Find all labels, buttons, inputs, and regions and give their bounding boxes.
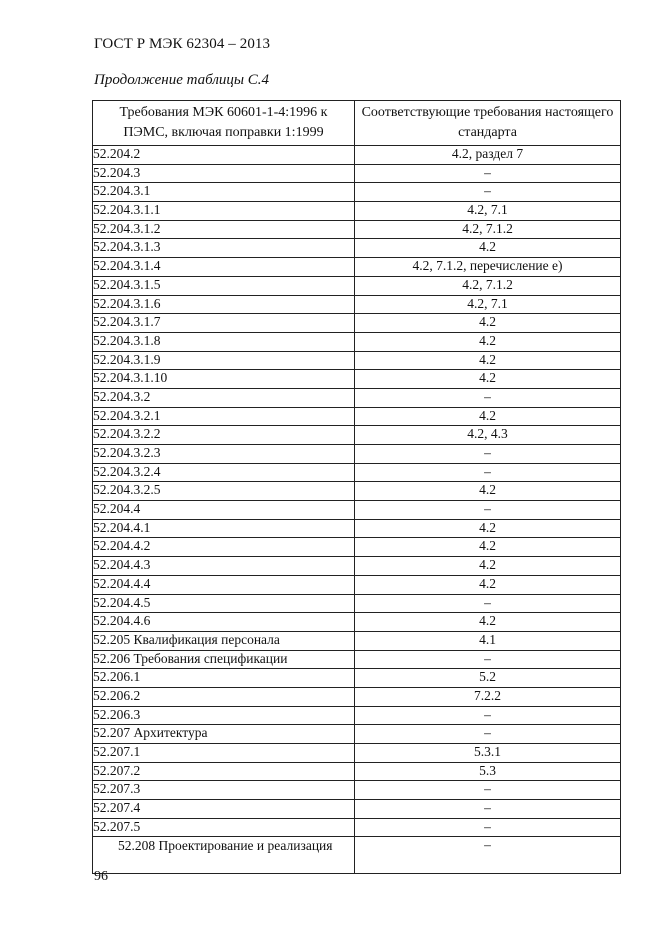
requirement-clause-cell: 52.204.4.2	[93, 538, 355, 557]
table-row	[93, 314, 621, 333]
requirement-clause-cell: 52.206 Требования спецификации	[93, 650, 355, 669]
corresponding-clause-cell: 4.2	[355, 370, 621, 389]
corresponding-clause-cell: –	[355, 164, 621, 183]
column-header-corresponding-requirements: Соответствующие требования настоящего стандарта	[355, 101, 621, 146]
corresponding-clause-cell: 4.2	[355, 407, 621, 426]
table-row	[93, 370, 621, 389]
requirement-clause-cell: 52.207.5	[93, 818, 355, 837]
corresponding-clause-cell: 4.2	[355, 575, 621, 594]
requirement-clause-cell: 52.207 Архитектура	[93, 725, 355, 744]
table-row	[93, 762, 621, 781]
corresponding-clause-cell: –	[355, 818, 621, 837]
corresponding-clause-cell: –	[355, 388, 621, 407]
corresponding-clause-cell: 4.2	[355, 613, 621, 632]
corresponding-clause-cell: 4.1	[355, 631, 621, 650]
requirement-clause-cell: 52.204.4.4	[93, 575, 355, 594]
requirement-clause-cell: 52.204.4.3	[93, 557, 355, 576]
corresponding-clause-cell: 4.2	[355, 351, 621, 370]
corresponding-clause-cell: 5.2	[355, 669, 621, 688]
table-body	[93, 146, 621, 874]
requirement-clause-cell: 52.204.3.1.3	[93, 239, 355, 258]
table-row	[93, 687, 621, 706]
corresponding-clause-cell: 4.2	[355, 557, 621, 576]
requirement-clause-cell: 52.206.2	[93, 687, 355, 706]
requirements-table	[92, 100, 621, 874]
table-caption: Продолжение таблицы С.4	[94, 72, 270, 88]
corresponding-clause-cell: –	[355, 781, 621, 800]
requirement-clause-cell: 52.204.3.1.10	[93, 370, 355, 389]
requirement-clause-cell: 52.204.4	[93, 501, 355, 520]
requirement-clause-cell: 52.208 Проектирование и реализация	[93, 837, 355, 874]
corresponding-clause-cell: –	[355, 650, 621, 669]
requirement-clause-cell: 52.204.3.1.2	[93, 220, 355, 239]
table-row	[93, 183, 621, 202]
requirement-clause-cell: 52.207.2	[93, 762, 355, 781]
corresponding-clause-cell: 4.2	[355, 538, 621, 557]
table-row	[93, 669, 621, 688]
table-row	[93, 725, 621, 744]
table-row	[93, 800, 621, 819]
corresponding-clause-cell: 5.3.1	[355, 744, 621, 763]
requirement-clause-cell: 52.204.3.1.5	[93, 276, 355, 295]
corresponding-clause-cell: 4.2, 4.3	[355, 426, 621, 445]
table-row	[93, 388, 621, 407]
corresponding-clause-cell: 4.2	[355, 239, 621, 258]
requirement-clause-cell: 52.206.1	[93, 669, 355, 688]
requirement-clause-cell: 52.204.3.1.7	[93, 314, 355, 333]
requirement-clause-cell: 52.207.4	[93, 800, 355, 819]
corresponding-clause-cell: 4.2	[355, 519, 621, 538]
corresponding-clause-cell: 4.2, 7.1	[355, 295, 621, 314]
table-row	[93, 781, 621, 800]
requirement-clause-cell: 52.204.3.2.4	[93, 463, 355, 482]
table-row	[93, 613, 621, 632]
requirement-clause-cell: 52.204.3.2.2	[93, 426, 355, 445]
corresponding-clause-cell: 4.2	[355, 482, 621, 501]
table-row	[93, 332, 621, 351]
corresponding-clause-cell: –	[355, 445, 621, 464]
corresponding-clause-cell: 4.2	[355, 332, 621, 351]
table-row	[93, 276, 621, 295]
corresponding-clause-cell: –	[355, 837, 621, 874]
corresponding-clause-cell: –	[355, 594, 621, 613]
table-row	[93, 837, 621, 874]
requirement-clause-cell: 52.206.3	[93, 706, 355, 725]
corresponding-clause-cell: –	[355, 463, 621, 482]
table-row	[93, 650, 621, 669]
requirement-clause-cell: 52.204.4.1	[93, 519, 355, 538]
column-header-iec-requirements: Требования МЭК 60601-1-4:1996 к ПЭМС, включая поправки 1:1999	[93, 101, 355, 146]
requirement-clause-cell: 52.207.3	[93, 781, 355, 800]
corresponding-clause-cell: 4.2, 7.1	[355, 202, 621, 221]
table-row	[93, 575, 621, 594]
corresponding-clause-cell: 4.2	[355, 314, 621, 333]
table-row	[93, 258, 621, 277]
requirement-clause-cell: 52.204.3.2.3	[93, 445, 355, 464]
requirement-clause-cell: 52.204.3.2.5	[93, 482, 355, 501]
requirement-clause-cell: 52.204.3.1.6	[93, 295, 355, 314]
corresponding-clause-cell: 4.2, 7.1.2	[355, 220, 621, 239]
table-row	[93, 519, 621, 538]
table-row	[93, 239, 621, 258]
corresponding-clause-cell: –	[355, 706, 621, 725]
requirement-clause-cell: 52.207.1	[93, 744, 355, 763]
table-row	[93, 482, 621, 501]
corresponding-clause-cell: 7.2.2	[355, 687, 621, 706]
table-row	[93, 631, 621, 650]
corresponding-clause-cell: –	[355, 800, 621, 819]
corresponding-clause-cell: 4.2, 7.1.2	[355, 276, 621, 295]
page-number: 96	[94, 869, 108, 884]
table-row	[93, 351, 621, 370]
table-row	[93, 706, 621, 725]
requirement-clause-cell: 52.204.3.1.1	[93, 202, 355, 221]
table-row	[93, 220, 621, 239]
table-row	[93, 818, 621, 837]
table-row	[93, 538, 621, 557]
table-row	[93, 202, 621, 221]
requirement-clause-cell: 52.204.2	[93, 146, 355, 165]
corresponding-clause-cell: –	[355, 725, 621, 744]
requirement-clause-cell: 52.204.3.1.4	[93, 258, 355, 277]
table-row	[93, 407, 621, 426]
table-row	[93, 744, 621, 763]
corresponding-clause-cell: 5.3	[355, 762, 621, 781]
table-row	[93, 295, 621, 314]
corresponding-clause-cell: 4.2, 7.1.2, перечисление е)	[355, 258, 621, 277]
table-row	[93, 445, 621, 464]
requirement-clause-cell: 52.204.3.1.9	[93, 351, 355, 370]
requirement-clause-cell: 52.205 Квалификация персонала	[93, 631, 355, 650]
table-row	[93, 164, 621, 183]
table-row	[93, 594, 621, 613]
table-row	[93, 146, 621, 165]
table-row	[93, 501, 621, 520]
requirement-clause-cell: 52.204.4.6	[93, 613, 355, 632]
corresponding-clause-cell: –	[355, 501, 621, 520]
table-row	[93, 463, 621, 482]
corresponding-clause-cell: 4.2, раздел 7	[355, 146, 621, 165]
requirement-clause-cell: 52.204.4.5	[93, 594, 355, 613]
requirement-clause-cell: 52.204.3.2	[93, 388, 355, 407]
table-row	[93, 426, 621, 445]
table-row	[93, 557, 621, 576]
requirement-clause-cell: 52.204.3.1	[93, 183, 355, 202]
requirement-clause-cell: 52.204.3.2.1	[93, 407, 355, 426]
document-id: ГОСТ Р МЭК 62304 – 2013	[94, 36, 271, 52]
table-header-row	[93, 101, 621, 146]
requirement-clause-cell: 52.204.3.1.8	[93, 332, 355, 351]
requirement-clause-cell: 52.204.3	[93, 164, 355, 183]
corresponding-clause-cell: –	[355, 183, 621, 202]
